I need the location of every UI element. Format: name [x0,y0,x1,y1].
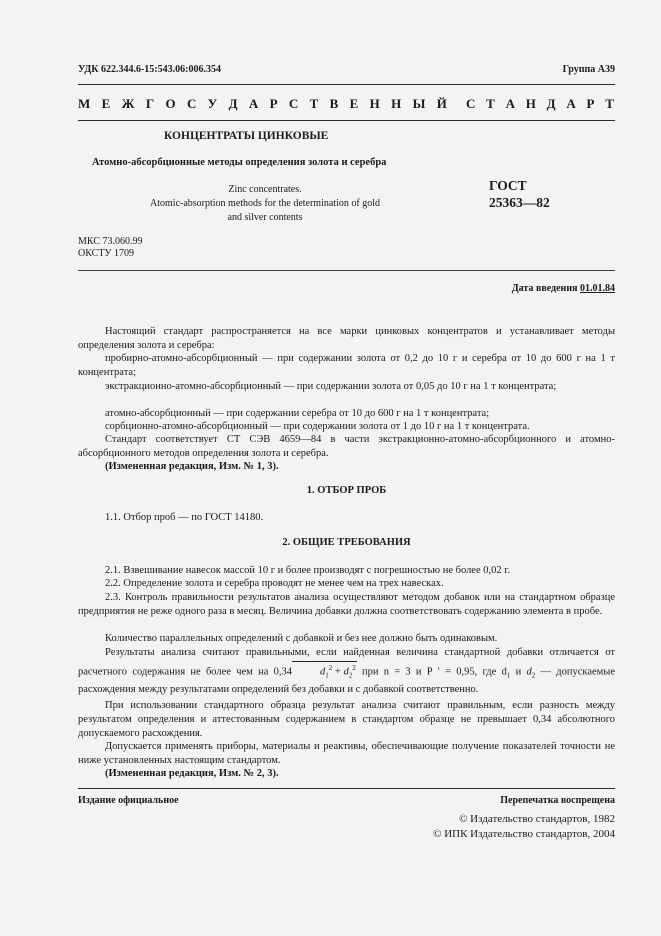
english-title-line: Zinc concentrates. [228,184,302,195]
method-paragraph: сорбционно-атомно-абсорбционный — при содержании золота от 1 до 10 г на 1 т концентрата. [105,421,530,432]
document-title: КОНЦЕНТРАТЫ ЦИНКОВЫЕ [164,130,329,142]
english-title-line: Atomic-absorption methods for the determination of gold [150,198,380,209]
banner-letter: Н [391,96,402,111]
effective-date [512,283,615,295]
banner-letter: С [288,96,299,111]
copyright-line: © Издательство стандартов, 1982 [459,813,615,825]
banner-letter: Ы [412,96,426,111]
banner-word-standard [466,96,614,112]
english-title [110,183,420,225]
standard-banner [78,96,614,112]
banner-letter: А [248,96,259,111]
sqrt-formula: $d_1^2 + d_2^2$ [292,661,357,682]
accuracy-and: и [515,666,522,677]
banner-letter: А [566,96,576,111]
clause-paragraph: 1.1. Отбор проб — по ГОСТ 14180. [105,512,264,523]
gost-code: 25363—82 [489,195,550,210]
section-heading: 1. ОТБОР ПРОБ [306,485,387,496]
intro-paragraph: Настоящий стандарт распространяется на все марки цинковых концентратов и устанавливает методы определения золота и серебра: [78,326,615,351]
english-title-line: and silver contents [227,212,303,223]
copyright-line: © ИПК Издательство стандартов, 2004 [433,828,615,840]
banner-letter: А [505,96,515,111]
okstu-code: ОКСТУ 1709 [78,248,135,259]
banner-letter: Р [269,96,278,111]
document-subtitle: Атомно-абсорбционные методы определения золота и серебра [92,157,387,168]
clause-paragraph: Количество параллельных определений с добавкой и без нее должно быть одинаковым. [105,633,498,644]
method-paragraph: атомно-абсорбционный — при содержании серебра от 10 до 600 г на 1 т концентрата; [105,408,490,419]
banner-letter: Й [436,96,447,111]
accuracy-text: Результаты анализа считают правильными, если найденная величина стандартной добавки отличается от расчетного содержания не более чем на 0,34 [78,647,615,677]
banner-letter: Ж [121,96,135,111]
banner-letter: С [186,96,197,111]
banner-letter: В [329,96,339,111]
banner-rule [78,120,615,121]
group-code: Группа А39 [562,64,615,75]
banner-letter: О [165,96,176,111]
banner-letter: Р [586,96,595,111]
banner-letter: С [466,96,476,111]
banner-letter: Е [101,96,111,111]
top-rule [78,84,615,85]
banner-letter: М [78,96,91,111]
banner-letter: Н [525,96,536,111]
banner-letter: Д [546,96,556,111]
section-heading: 2. ОБЩИЕ ТРЕБОВАНИЯ [282,537,411,548]
accuracy-paragraph: Результаты анализа считают правильными, если найденная величина стандартной добавки отличается от расчетного содержания не более чем на 0,34 $d_1^2 + d_2^2$ при n = 3 и P ′ = 0,95, где $d_1$ и $d_2$ — допускаемые расхождения между результатами определений без добавки и с добавкой соответственно. [78,647,616,695]
banner-word-interstate [78,96,447,112]
classification-codes [78,236,142,260]
effective-date-value: 01.01.84 [580,283,615,294]
banner-letter: Г [145,96,155,111]
accuracy-condition: при n = 3 и P ′ = 0,95, где d [361,666,507,677]
conformity-paragraph: Стандарт соответствует СТ СЭВ 4659—84 в части экстракционно-атомно-абсорбционного и атомно-абсорбционного методов определения золота и серебра. [78,434,615,459]
amendment-note: (Измененная редакция, Изм. № 2, 3). [105,768,279,779]
gost-number [489,177,550,211]
clause-paragraph: Допускается применять приборы, материалы и реактивы, обеспечивающие получение показателей точности не ниже установленных настоящим стандартом. [78,741,615,766]
banner-letter: У [207,96,218,111]
gost-label: ГОСТ [489,178,527,193]
codes-rule [78,270,615,271]
effective-date-label: Дата введения [511,283,578,294]
udk-code: УДК 622.344.6-15:543.06:006.354 [78,64,221,75]
clause-paragraph: 2.3. Контроль правильности результатов анализа осуществляют методом добавок или на стандартном образце предприятия не реже одного раза в месяц. Величина добавки должна соответствовать содержанию элемента в пробе. [78,592,615,617]
reprint-notice: Перепечатка воспрещена [500,795,615,806]
method-paragraph: экстракционно-атомно-абсорбционный — при содержании золота от 0,05 до 10 г на 1 т концентрата; [105,381,557,392]
accuracy-tail: — допускаемые расхождения между результатами определений без добавки и с добавкой соответственно. [78,666,616,695]
mks-code: МКС 73.060.99 [78,236,143,247]
banner-letter: Д [228,96,238,111]
amendment-note: (Измененная редакция, Изм. № 1, 3). [105,461,279,472]
banner-letter: Т [605,96,614,111]
footer-rule [78,788,615,789]
official-edition: Издание официальное [78,795,179,806]
banner-letter: Н [369,96,380,111]
banner-letter: Е [349,96,359,111]
clause-paragraph: 2.1. Взвешивание навесок массой 10 г и более производят с погрешностью не более 0,02 г. [105,565,511,576]
banner-letter: Т [309,96,319,111]
clause-paragraph: При использовании стандартного образца результат анализа считают правильным, если разность между результатом определения и аттестованным содержанием в стандартом образце не превышает 0,34 абсолютного допускаемого расхождения. [78,700,615,739]
banner-letter: Т [486,96,495,111]
method-paragraph: пробирно-атомно-абсорбционный — при содержании золота от 0,2 до 10 г и серебра от 10 до 600 г на 1 т концентрата; [78,353,615,378]
clause-paragraph: 2.2. Определение золота и серебра проводят не менее чем на трех навесках. [105,578,444,589]
copyright-block [433,812,615,842]
